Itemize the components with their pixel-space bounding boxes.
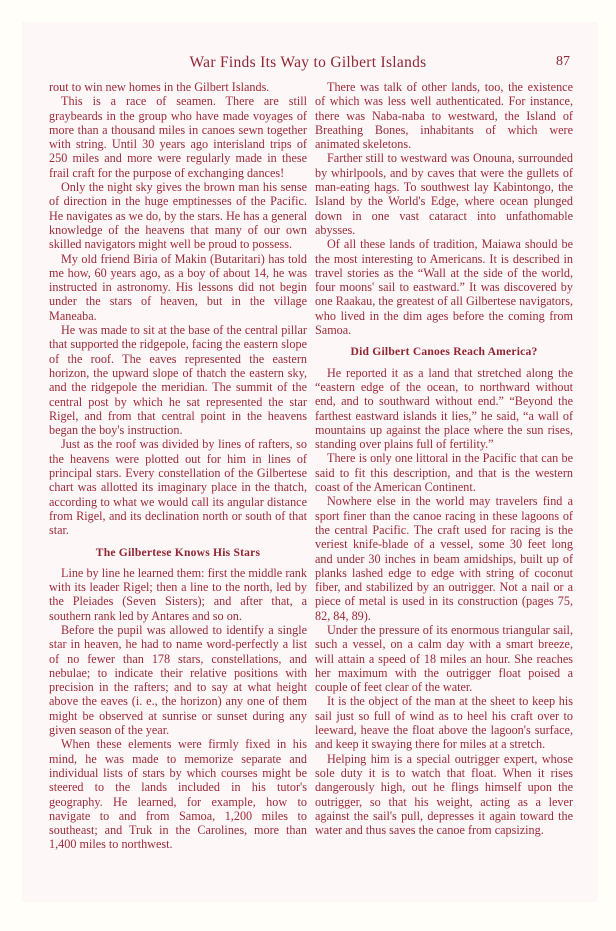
paragraph: My old friend Biria of Makin (Butaritari) has told me how, 60 years ago, as a boy of about 14, he was instructed in astronomy. His lessons did not begin under the stars of heaven, but in the village Maneaba. [49,251,307,323]
paragraph: Farther still to westward was Onouna, surrounded by whirlpools, and by caves that were the gullets of man-eating hags. To southwest lay Kabintongo, the Island by the World's Edge, where ocean plunged down in one vast cataract into unfathomable abysses. [315,151,573,237]
paragraph: It is the object of the man at the sheet to keep his sail just so full of wind as to heel his craft over to leeward, heave the float above the lagoon's surface, and keep it swaying there for miles at a stretch. [315,694,573,752]
paragraph: Line by line he learned them: first the middle rank with its leader Rigel; then a line to the north, led by the Pleiades (Seven Sisters); and after that, a southern rank led by Antares and so on. [49,565,307,623]
paragraph: There is only one littoral in the Pacific that can be said to fit this description, and that is the western coast of the American Continent. [315,451,573,495]
paragraph: He was made to sit at the base of the central pillar that supported the ridgepole, facing the eastern slope of the roof. The eaves represented the eastern horizon, the upward slope of thatch the eastern sky, and the ridgepole the meridian. The summit of the central post by which he sat represented the star Rigel, and from that central point in the heavens began the boy's instruction. [49,323,307,438]
paragraph: This is a race of seamen. There are still graybeards in the group who have made voyages of more than a thousand miles in canoes sewn together with string. Until 30 years ago interisland trips of 250 miles and more were regularly made in these frail craft for the purpose of exchanging dances! [49,94,307,180]
section-heading: The Gilbertese Knows His Stars [95,545,261,559]
page-number: 87 [556,54,570,69]
left-column [49,80,307,852]
paragraph: Before the pupil was allowed to identify a single star in heaven, he had to name word-perfectly a list of no fewer than 178 stars, constellations, and nebulae; to indicate their relative positions with precision in the rafters; and to say at what height above the eaves (i. e., the horizon) any one of them might be observed at sunrise or sunset during any given season of the year. [49,622,307,738]
running-title: War Finds Its Way to Gilbert Islands [189,54,427,71]
right-column [315,80,573,837]
paragraph: Of all these lands of tradition, Maiawa should be the most interesting to Americans. It is described in travel stories as the “Wall at the side of the world, four moons' sail to eastward.” It was discovered by one Raakau, the greatest of all Gilbertese navigators, who lived in the dim ages before the coming from Samoa. [315,237,573,338]
running-head [0,54,616,72]
paragraph: Only the night sky gives the brown man his sense of direction in the huge emptinesses of the Pacific. He navigates as we do, by the stars. He has a general knowledge of the heavens that many of our own skilled navigators might well be proud to possess. [49,180,307,252]
paragraph: rout to win new homes in the Gilbert Islands. [49,80,270,94]
paragraph: Helping him is a special outrigger expert, whose sole duty it is to watch that float. When it rises dangerously high, out he flings himself upon the outrigger, so that his weight, acting as a lever against the sail's pull, depresses it again toward the water and thus saves the canoe from capsizing. [315,751,573,838]
paragraph: When these elements were firmly fixed in his mind, he was made to memorize separate and individual lists of stars by which courses might be steered to the lands included in his tutor's geography. He learned, for example, how to navigate to and from Samoa, 1,200 miles to southeast; and Truk in the Carolines, more than 1,400 miles to northwest. [49,737,307,852]
paragraph: He reported it as a land that stretched along the “eastern edge of the ocean, to northward without end, and to southward without end.” “Beyond the farthest eastward islands it lies,” he said, “a wall of mountains up against the place where the sun rises, standing over plains full of fertility.” [315,365,573,452]
section-heading: Did Gilbert Canoes Reach America? [350,345,538,359]
paragraph: Just as the roof was divided by lines of rafters, so the heavens were plotted out for him in lines of principal stars. Every constellation of the Gilbertese chart was allotted its imaginary place in the thatch, according to what we would call its angular distance from Rigel, and its declination north or south of that star. [49,437,307,538]
paragraph: There was talk of other lands, too, the existence of which was less well authenticated. For instance, there was Naba-naba to westward, the Island of Breathing Bones, inhabitants of which were animated skeletons. [315,80,573,152]
paragraph: Under the pressure of its enormous triangular sail, such a vessel, on a calm day with a smart breeze, will attain a speed of 18 miles an hour. She reaches her maximum with the outrigger float poised a couple of feet clear of the water. [315,622,573,695]
paragraph: Nowhere else in the world may travelers find a sport finer than the canoe racing in these lagoons of the central Pacific. The craft used for racing is the veriest knife-blade of a vessel, some 30 feet long and under 30 inches in beam amidships, built up of planks lashed edge to edge with string of coconut fiber, and stabilized by an outrigger. Not a nail or a piece of metal is used in its construction (pages 75, 82, 84, 89). [315,494,573,623]
